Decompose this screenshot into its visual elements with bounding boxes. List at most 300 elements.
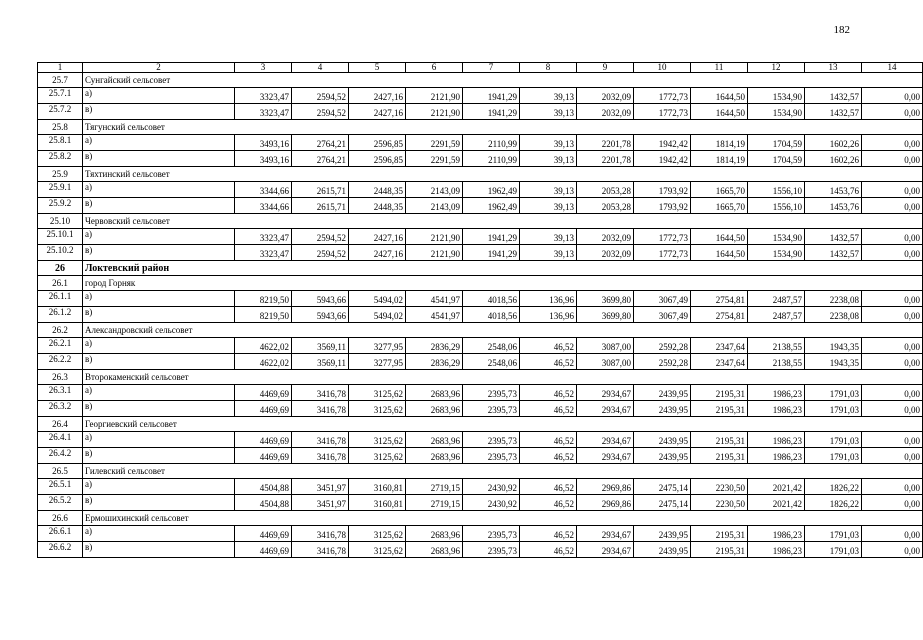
header-row <box>38 63 923 73</box>
header-cell: 8 <box>520 63 577 73</box>
header-cell: 11 <box>691 63 748 73</box>
section-row <box>38 120 923 135</box>
value-cell: 1986,23 <box>748 526 805 542</box>
value-cell: 0,00 <box>862 495 923 511</box>
value-cell: 2439,95 <box>634 448 691 464</box>
value-cell: 2836,29 <box>406 338 463 354</box>
value-cell: 2291,59 <box>406 151 463 167</box>
value-cell: 2475,14 <box>634 479 691 495</box>
row-label: а) <box>83 291 235 307</box>
header-cell: 7 <box>463 63 520 73</box>
value-cell: 2594,52 <box>292 88 349 104</box>
value-cell: 2427,16 <box>349 88 406 104</box>
value-cell: 3160,81 <box>349 495 406 511</box>
value-cell: 2395,73 <box>463 526 520 542</box>
value-cell: 2594,52 <box>292 229 349 245</box>
value-cell: 0,00 <box>862 338 923 354</box>
section-name: Локтевский район <box>83 261 923 276</box>
value-cell: 2138,55 <box>748 338 805 354</box>
value-cell: 1941,29 <box>463 245 520 261</box>
value-cell: 46,52 <box>520 542 577 558</box>
header-cell: 5 <box>349 63 406 73</box>
row-label: а) <box>83 526 235 542</box>
value-cell: 3699,80 <box>577 307 634 323</box>
value-cell: 46,52 <box>520 432 577 448</box>
value-cell: 2683,96 <box>406 526 463 542</box>
section-code: 25.10 <box>38 214 83 229</box>
value-cell: 3323,47 <box>235 88 292 104</box>
value-cell: 3125,62 <box>349 401 406 417</box>
value-cell: 1704,59 <box>748 135 805 151</box>
value-cell: 1534,90 <box>748 229 805 245</box>
row-code: 26.2.2 <box>38 354 83 370</box>
value-cell: 1665,70 <box>691 198 748 214</box>
value-cell: 1644,50 <box>691 229 748 245</box>
value-cell: 3569,11 <box>292 338 349 354</box>
row-code: 25.8.2 <box>38 151 83 167</box>
row-label: а) <box>83 182 235 198</box>
value-cell: 0,00 <box>862 479 923 495</box>
value-cell: 2594,52 <box>292 104 349 120</box>
section-row <box>38 261 923 276</box>
value-cell: 2053,28 <box>577 182 634 198</box>
value-cell: 2764,21 <box>292 151 349 167</box>
table-row <box>38 385 923 401</box>
value-cell: 1791,03 <box>805 526 862 542</box>
value-cell: 1942,42 <box>634 151 691 167</box>
value-cell: 1556,10 <box>748 198 805 214</box>
section-row <box>38 73 923 88</box>
value-cell: 5943,66 <box>292 291 349 307</box>
table-row <box>38 338 923 354</box>
value-cell: 1962,49 <box>463 182 520 198</box>
value-cell: 2448,35 <box>349 182 406 198</box>
value-cell: 2110,99 <box>463 151 520 167</box>
row-code: 25.7.2 <box>38 104 83 120</box>
value-cell: 2138,55 <box>748 354 805 370</box>
header-cell: 10 <box>634 63 691 73</box>
row-code: 26.5.1 <box>38 479 83 495</box>
table-row <box>38 245 923 261</box>
value-cell: 3087,00 <box>577 338 634 354</box>
value-cell: 4622,02 <box>235 338 292 354</box>
table-row <box>38 432 923 448</box>
value-cell: 3125,62 <box>349 526 406 542</box>
value-cell: 2032,09 <box>577 245 634 261</box>
section-name: Червовский сельсовет <box>83 214 923 229</box>
table-row <box>38 135 923 151</box>
section-code: 26.1 <box>38 276 83 291</box>
header-cell: 14 <box>862 63 923 73</box>
value-cell: 4469,69 <box>235 448 292 464</box>
value-cell: 5494,02 <box>349 307 406 323</box>
value-cell: 5494,02 <box>349 291 406 307</box>
value-cell: 2934,67 <box>577 542 634 558</box>
section-name: Ермошихинский сельсовет <box>83 511 923 526</box>
value-cell: 1791,03 <box>805 432 862 448</box>
value-cell: 2969,86 <box>577 495 634 511</box>
value-cell: 46,52 <box>520 401 577 417</box>
value-cell: 2836,29 <box>406 354 463 370</box>
value-cell: 0,00 <box>862 291 923 307</box>
row-code: 26.6.2 <box>38 542 83 558</box>
value-cell: 1602,26 <box>805 151 862 167</box>
value-cell: 1556,10 <box>748 182 805 198</box>
section-code: 25.8 <box>38 120 83 135</box>
value-cell: 2969,86 <box>577 479 634 495</box>
value-cell: 1644,50 <box>691 88 748 104</box>
header-cell: 4 <box>292 63 349 73</box>
section-name: Тяхтинский сельсовет <box>83 167 923 182</box>
row-label: в) <box>83 307 235 323</box>
value-cell: 2596,85 <box>349 135 406 151</box>
row-label: а) <box>83 135 235 151</box>
value-cell: 2934,67 <box>577 432 634 448</box>
section-row <box>38 276 923 291</box>
row-code: 25.8.1 <box>38 135 83 151</box>
value-cell: 2430,92 <box>463 479 520 495</box>
value-cell: 2592,28 <box>634 338 691 354</box>
value-cell: 2427,16 <box>349 229 406 245</box>
value-cell: 2395,73 <box>463 432 520 448</box>
value-cell: 1791,03 <box>805 385 862 401</box>
value-cell: 2021,42 <box>748 495 805 511</box>
value-cell: 1986,23 <box>748 448 805 464</box>
value-cell: 0,00 <box>862 307 923 323</box>
value-cell: 2683,96 <box>406 542 463 558</box>
value-cell: 46,52 <box>520 495 577 511</box>
value-cell: 1772,73 <box>634 245 691 261</box>
value-cell: 4622,02 <box>235 354 292 370</box>
section-name: Второкаменский сельсовет <box>83 370 923 385</box>
value-cell: 2238,08 <box>805 291 862 307</box>
row-code: 25.9.1 <box>38 182 83 198</box>
header-cell: 12 <box>748 63 805 73</box>
table-row <box>38 291 923 307</box>
section-code: 25.9 <box>38 167 83 182</box>
value-cell: 1772,73 <box>634 229 691 245</box>
value-cell: 2395,73 <box>463 542 520 558</box>
section-row <box>38 370 923 385</box>
row-code: 26.1.2 <box>38 307 83 323</box>
value-cell: 4504,88 <box>235 479 292 495</box>
value-cell: 3451,97 <box>292 495 349 511</box>
row-label: а) <box>83 385 235 401</box>
value-cell: 1791,03 <box>805 542 862 558</box>
value-cell: 2439,95 <box>634 432 691 448</box>
value-cell: 3125,62 <box>349 385 406 401</box>
value-cell: 0,00 <box>862 401 923 417</box>
section-code: 26.6 <box>38 511 83 526</box>
value-cell: 2719,15 <box>406 479 463 495</box>
row-label: а) <box>83 479 235 495</box>
section-code: 25.7 <box>38 73 83 88</box>
value-cell: 2448,35 <box>349 198 406 214</box>
value-cell: 2238,08 <box>805 307 862 323</box>
value-cell: 0,00 <box>862 542 923 558</box>
row-label: в) <box>83 104 235 120</box>
value-cell: 0,00 <box>862 104 923 120</box>
value-cell: 4018,56 <box>463 291 520 307</box>
row-label: а) <box>83 229 235 245</box>
value-cell: 1986,23 <box>748 401 805 417</box>
section-name: город Горняк <box>83 276 923 291</box>
value-cell: 2439,95 <box>634 542 691 558</box>
row-code: 25.10.2 <box>38 245 83 261</box>
value-cell: 2934,67 <box>577 448 634 464</box>
table-row <box>38 448 923 464</box>
value-cell: 2032,09 <box>577 88 634 104</box>
table-row <box>38 88 923 104</box>
value-cell: 8219,50 <box>235 307 292 323</box>
value-cell: 3416,78 <box>292 401 349 417</box>
value-cell: 3087,00 <box>577 354 634 370</box>
value-cell: 1986,23 <box>748 432 805 448</box>
value-cell: 5943,66 <box>292 307 349 323</box>
value-cell: 2121,90 <box>406 104 463 120</box>
value-cell: 2548,06 <box>463 338 520 354</box>
value-cell: 2110,99 <box>463 135 520 151</box>
value-cell: 3125,62 <box>349 432 406 448</box>
value-cell: 4018,56 <box>463 307 520 323</box>
value-cell: 3493,16 <box>235 151 292 167</box>
value-cell: 3451,97 <box>292 479 349 495</box>
value-cell: 1432,57 <box>805 88 862 104</box>
value-cell: 2439,95 <box>634 526 691 542</box>
value-cell: 2201,78 <box>577 151 634 167</box>
value-cell: 2719,15 <box>406 495 463 511</box>
value-cell: 2430,92 <box>463 495 520 511</box>
value-cell: 46,52 <box>520 526 577 542</box>
value-cell: 0,00 <box>862 151 923 167</box>
value-cell: 1432,57 <box>805 229 862 245</box>
value-cell: 4469,69 <box>235 385 292 401</box>
header-cell: 2 <box>83 63 235 73</box>
header-cell: 1 <box>38 63 83 73</box>
value-cell: 3277,95 <box>349 338 406 354</box>
section-name: Александровский сельсовет <box>83 323 923 338</box>
row-label: в) <box>83 542 235 558</box>
value-cell: 39,13 <box>520 198 577 214</box>
value-cell: 2143,09 <box>406 182 463 198</box>
row-label: в) <box>83 354 235 370</box>
value-cell: 3323,47 <box>235 229 292 245</box>
value-cell: 1432,57 <box>805 104 862 120</box>
table-row <box>38 104 923 120</box>
value-cell: 1453,76 <box>805 198 862 214</box>
value-cell: 3416,78 <box>292 385 349 401</box>
value-cell: 2347,64 <box>691 338 748 354</box>
value-cell: 1793,92 <box>634 198 691 214</box>
value-cell: 2934,67 <box>577 385 634 401</box>
value-cell: 1793,92 <box>634 182 691 198</box>
value-cell: 2395,73 <box>463 448 520 464</box>
value-cell: 2615,71 <box>292 198 349 214</box>
value-cell: 3493,16 <box>235 135 292 151</box>
row-code: 25.10.1 <box>38 229 83 245</box>
value-cell: 4469,69 <box>235 526 292 542</box>
value-cell: 2230,50 <box>691 479 748 495</box>
section-row <box>38 323 923 338</box>
value-cell: 46,52 <box>520 448 577 464</box>
header-cell: 13 <box>805 63 862 73</box>
value-cell: 2427,16 <box>349 245 406 261</box>
value-cell: 1534,90 <box>748 104 805 120</box>
value-cell: 1941,29 <box>463 88 520 104</box>
value-cell: 2395,73 <box>463 385 520 401</box>
value-cell: 0,00 <box>862 432 923 448</box>
value-cell: 2195,31 <box>691 526 748 542</box>
value-cell: 39,13 <box>520 182 577 198</box>
section-row <box>38 214 923 229</box>
value-cell: 1704,59 <box>748 151 805 167</box>
value-cell: 2764,21 <box>292 135 349 151</box>
value-cell: 2548,06 <box>463 354 520 370</box>
row-label: в) <box>83 245 235 261</box>
value-cell: 2021,42 <box>748 479 805 495</box>
tariff-table <box>37 62 923 558</box>
table-row <box>38 151 923 167</box>
value-cell: 3344,66 <box>235 182 292 198</box>
header-cell: 3 <box>235 63 292 73</box>
value-cell: 2439,95 <box>634 385 691 401</box>
section-code: 26.2 <box>38 323 83 338</box>
value-cell: 3416,78 <box>292 526 349 542</box>
table-row <box>38 401 923 417</box>
value-cell: 2592,28 <box>634 354 691 370</box>
table-row <box>38 229 923 245</box>
section-row <box>38 511 923 526</box>
value-cell: 2683,96 <box>406 448 463 464</box>
value-cell: 39,13 <box>520 135 577 151</box>
value-cell: 2934,67 <box>577 526 634 542</box>
row-code: 26.4.1 <box>38 432 83 448</box>
value-cell: 1772,73 <box>634 88 691 104</box>
row-code: 26.3.1 <box>38 385 83 401</box>
value-cell: 1534,90 <box>748 245 805 261</box>
value-cell: 2615,71 <box>292 182 349 198</box>
page-number: 182 <box>833 24 850 36</box>
section-code: 26 <box>38 261 83 276</box>
value-cell: 0,00 <box>862 182 923 198</box>
value-cell: 2032,09 <box>577 229 634 245</box>
value-cell: 2487,57 <box>748 307 805 323</box>
section-row <box>38 167 923 182</box>
value-cell: 1826,22 <box>805 495 862 511</box>
value-cell: 1772,73 <box>634 104 691 120</box>
value-cell: 2683,96 <box>406 432 463 448</box>
value-cell: 1534,90 <box>748 88 805 104</box>
value-cell: 2230,50 <box>691 495 748 511</box>
value-cell: 2683,96 <box>406 385 463 401</box>
value-cell: 3344,66 <box>235 198 292 214</box>
value-cell: 2195,31 <box>691 432 748 448</box>
row-label: в) <box>83 495 235 511</box>
row-label: в) <box>83 151 235 167</box>
value-cell: 2032,09 <box>577 104 634 120</box>
table-row <box>38 354 923 370</box>
value-cell: 39,13 <box>520 229 577 245</box>
value-cell: 2121,90 <box>406 245 463 261</box>
value-cell: 1943,35 <box>805 338 862 354</box>
header-cell: 6 <box>406 63 463 73</box>
value-cell: 2195,31 <box>691 542 748 558</box>
section-name: Георгиевский сельсовет <box>83 417 923 432</box>
value-cell: 3416,78 <box>292 542 349 558</box>
value-cell: 2596,85 <box>349 151 406 167</box>
value-cell: 4541,97 <box>406 291 463 307</box>
value-cell: 1814,19 <box>691 151 748 167</box>
value-cell: 2934,67 <box>577 401 634 417</box>
value-cell: 1941,29 <box>463 104 520 120</box>
value-cell: 2594,52 <box>292 245 349 261</box>
row-code: 25.7.1 <box>38 88 83 104</box>
value-cell: 3323,47 <box>235 245 292 261</box>
row-code: 26.6.1 <box>38 526 83 542</box>
value-cell: 1986,23 <box>748 542 805 558</box>
value-cell: 1791,03 <box>805 448 862 464</box>
row-label: а) <box>83 432 235 448</box>
value-cell: 2754,81 <box>691 307 748 323</box>
section-row <box>38 464 923 479</box>
value-cell: 46,52 <box>520 338 577 354</box>
value-cell: 2195,31 <box>691 448 748 464</box>
value-cell: 39,13 <box>520 151 577 167</box>
value-cell: 0,00 <box>862 135 923 151</box>
row-label: в) <box>83 401 235 417</box>
value-cell: 2487,57 <box>748 291 805 307</box>
value-cell: 8219,50 <box>235 291 292 307</box>
value-cell: 1644,50 <box>691 104 748 120</box>
value-cell: 1814,19 <box>691 135 748 151</box>
value-cell: 4469,69 <box>235 542 292 558</box>
value-cell: 4504,88 <box>235 495 292 511</box>
row-code: 26.5.2 <box>38 495 83 511</box>
value-cell: 39,13 <box>520 88 577 104</box>
section-name: Сунгайский сельсовет <box>83 73 923 88</box>
row-label: а) <box>83 88 235 104</box>
value-cell: 3067,49 <box>634 307 691 323</box>
value-cell: 3067,49 <box>634 291 691 307</box>
value-cell: 3125,62 <box>349 448 406 464</box>
value-cell: 2121,90 <box>406 88 463 104</box>
value-cell: 3569,11 <box>292 354 349 370</box>
value-cell: 2439,95 <box>634 401 691 417</box>
table-row <box>38 182 923 198</box>
row-code: 26.2.1 <box>38 338 83 354</box>
value-cell: 1602,26 <box>805 135 862 151</box>
value-cell: 0,00 <box>862 229 923 245</box>
value-cell: 2195,31 <box>691 401 748 417</box>
value-cell: 3416,78 <box>292 432 349 448</box>
value-cell: 2195,31 <box>691 385 748 401</box>
value-cell: 136,96 <box>520 291 577 307</box>
value-cell: 2143,09 <box>406 198 463 214</box>
value-cell: 4469,69 <box>235 401 292 417</box>
table-row <box>38 495 923 511</box>
section-row <box>38 417 923 432</box>
value-cell: 46,52 <box>520 385 577 401</box>
value-cell: 2291,59 <box>406 135 463 151</box>
value-cell: 39,13 <box>520 245 577 261</box>
value-cell: 2053,28 <box>577 198 634 214</box>
value-cell: 1962,49 <box>463 198 520 214</box>
table-row <box>38 479 923 495</box>
value-cell: 1665,70 <box>691 182 748 198</box>
row-label: в) <box>83 448 235 464</box>
value-cell: 136,96 <box>520 307 577 323</box>
value-cell: 39,13 <box>520 104 577 120</box>
